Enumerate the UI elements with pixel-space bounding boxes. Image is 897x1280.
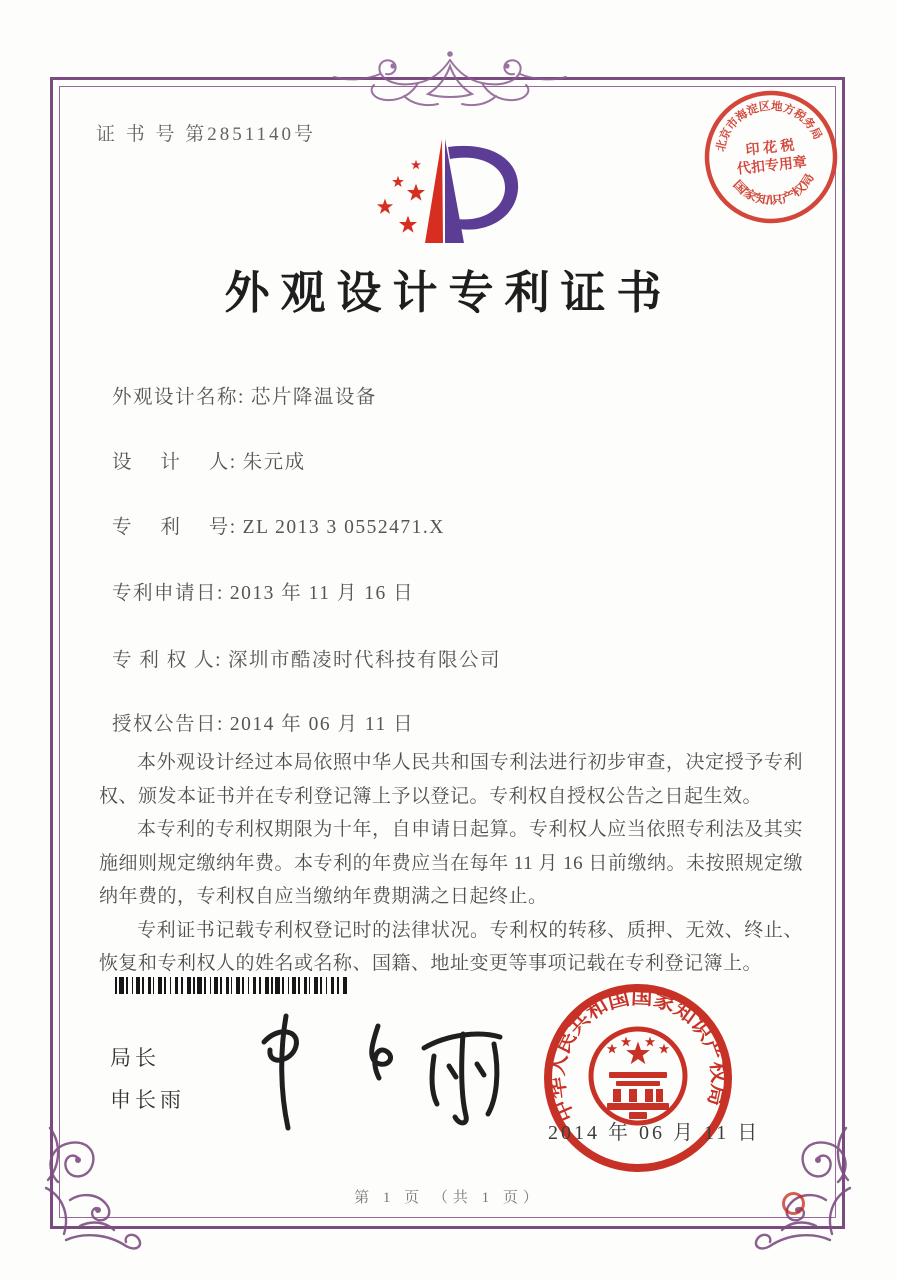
national-emblem-icon <box>591 1029 685 1123</box>
field-value: 2013 年 11 月 16 日 <box>229 583 415 604</box>
signer-name: 申长雨 <box>110 1089 185 1112</box>
legal-paragraph-1: 本外观设计经过本局依照中华人民共和国专利法进行初步审查，决定授予专利权、颁发本证书并在专利登记簿上予以登记。专利权自授权公告之日起生效。 <box>99 752 803 807</box>
field-patentee <box>112 644 501 672</box>
seal-date: 2014 年 06 月 11 日 <box>548 1122 761 1144</box>
sipo-patent-logo-icon <box>352 133 558 257</box>
tax-seal-bottom-arc-text: 国家知识产权局 <box>730 173 816 208</box>
legal-text-block <box>99 746 803 981</box>
certificate-title: 外观设计专利证书 <box>224 268 673 318</box>
field-value: 2014 年 06 月 11 日 <box>229 714 415 735</box>
handwritten-signature <box>228 1006 514 1140</box>
field-label: 外观设计名称: <box>112 387 245 408</box>
field-label: 授权公告日: <box>112 714 224 735</box>
tax-office-seal <box>693 79 849 235</box>
main-seal-arc-text: 中华人民共和国国家知识产权局 <box>546 986 730 1125</box>
certificate-barcode <box>115 977 347 994</box>
field-grant-date <box>112 708 414 736</box>
cnipa-official-seal <box>540 980 736 1176</box>
page-number-footer: 第 1 页 （共 1 页） <box>354 1190 543 1206</box>
certificate-number: 证 书 号 第2851140号 <box>96 124 317 145</box>
field-design-name <box>112 381 377 409</box>
field-label: 专利申请日: <box>112 583 224 604</box>
tax-seal-center-line1: 印 花 税 <box>744 138 796 159</box>
legal-paragraph-2: 本专利的专利权期限为十年，自申请日起算。专利权人应当依照专利法及其实施细则规定缴纳年费。本专利的年费应当在每年 11 月 16 日前缴纳。未按照规定缴纳年费的，专利权自应当缴纳年费期满之日起终止。 <box>99 819 803 907</box>
tax-seal-arc-text: 北京市海淀区地方税务局 <box>715 100 824 153</box>
field-value: 深圳市酷凌时代科技有限公司 <box>228 650 502 671</box>
field-label: 专 利 号: <box>112 517 237 538</box>
field-label: 专 利 权 人: <box>112 650 223 671</box>
top-center-flourish-ornament <box>300 44 600 110</box>
field-designer <box>112 446 306 474</box>
tax-seal-center-line2: 代扣专用章 <box>736 155 808 178</box>
field-value: ZL 2013 3 0552471.X <box>242 517 445 538</box>
field-value: 芯片降温设备 <box>250 387 377 408</box>
field-patent-number <box>112 511 445 539</box>
field-value: 朱元成 <box>242 452 306 473</box>
signer-title: 局长 <box>110 1047 160 1070</box>
field-application-date <box>112 577 414 605</box>
legal-paragraph-3: 专利证书记载专利权登记时的法律状况。专利权的转移、质押、无效、终止、恢复和专利权人的姓名或名称、国籍、地址变更等事项记载在专利登记簿上。 <box>99 919 803 974</box>
field-label: 设 计 人: <box>112 452 237 473</box>
